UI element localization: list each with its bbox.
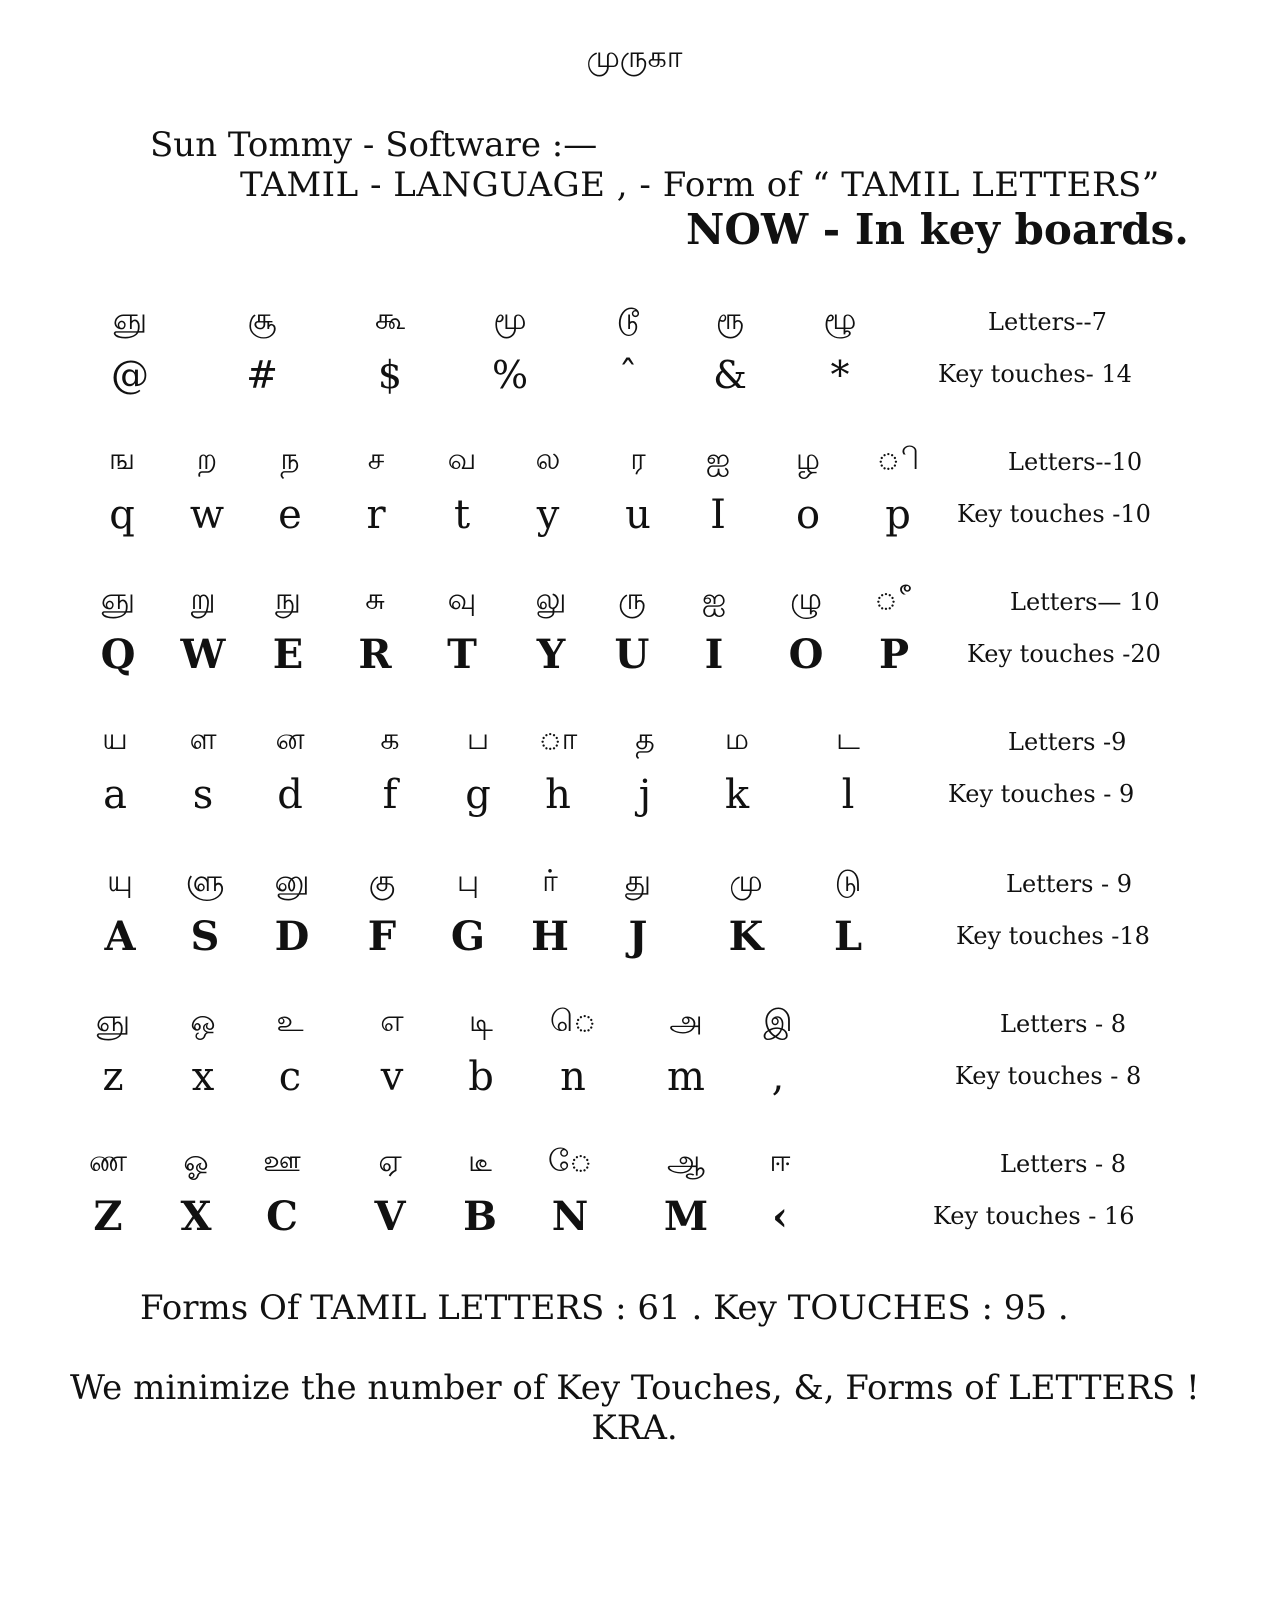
key-character: a: [103, 772, 127, 818]
key-character: h: [545, 772, 571, 818]
tamil-letter: அ: [669, 1004, 703, 1039]
tamil-letter: ஞு: [112, 302, 148, 337]
key-character: c: [278, 1054, 302, 1100]
tamil-letter: எ: [380, 1004, 404, 1039]
key-character: R: [358, 631, 392, 678]
header-line-3: NOW - In key boards.: [686, 205, 1189, 254]
key-character: ‹: [772, 1193, 788, 1240]
key-character: %: [491, 353, 529, 397]
key-character: b: [468, 1054, 494, 1100]
tamil-letter: கு: [368, 864, 396, 899]
key-row: [0, 1002, 1269, 1112]
key-character: $: [377, 353, 403, 397]
key-touches-count: Key touches- 14: [938, 360, 1132, 388]
key-character: Z: [93, 1193, 123, 1240]
letters-count: Letters--7: [988, 308, 1107, 336]
key-character: e: [278, 492, 302, 538]
tamil-letter: ெ: [549, 1004, 597, 1039]
key-character: B: [463, 1193, 497, 1240]
key-character: u: [625, 492, 651, 538]
summary-line: Forms Of TAMIL LETTERS : 61 . Key TOUCHES : 95 .: [140, 1288, 1069, 1328]
key-character: j: [638, 772, 652, 818]
key-touches-count: Key touches -10: [957, 500, 1151, 528]
key-character: q: [109, 492, 135, 538]
tamil-letter: ழ: [795, 442, 821, 477]
key-character: k: [724, 772, 750, 818]
key-character: O: [788, 631, 824, 678]
key-character: Q: [100, 631, 136, 678]
key-character: J: [628, 913, 648, 960]
key-touches-count: Key touches - 16: [933, 1202, 1135, 1230]
key-character: d: [277, 772, 303, 818]
letters-count: Letters— 10: [1010, 588, 1160, 616]
header-line-1: Sun Tommy - Software :—: [150, 125, 598, 165]
tamil-letter: ய: [102, 722, 128, 757]
tamil-letter: ட: [836, 722, 860, 757]
note-line: We minimize the number of Key Touches, &, Forms of LETTERS !: [70, 1368, 1200, 1408]
tamil-letter: ஆ: [667, 1144, 705, 1179]
tamil-letter: ஊ: [263, 1144, 301, 1179]
key-character: w: [189, 492, 225, 538]
key-character: G: [450, 913, 486, 960]
tamil-letter: உ: [276, 1004, 304, 1039]
tamil-letter: சூ: [247, 302, 277, 337]
tamil-letter: மூ: [493, 302, 527, 337]
tamil-letter: இ: [763, 1004, 793, 1039]
tamil-letter: ழு: [789, 582, 823, 617]
key-row: [0, 300, 1269, 410]
key-character: N: [551, 1193, 589, 1240]
signature: KRA.: [591, 1408, 678, 1448]
tamil-letter: ண: [88, 1144, 128, 1179]
key-character: H: [531, 913, 569, 960]
tamil-letter: வு: [447, 582, 477, 617]
letters-count: Letters - 9: [1006, 870, 1133, 898]
key-character: I: [704, 631, 724, 678]
header-line-2: TAMIL - LANGUAGE , - Form of “ TAMIL LETTERS”: [240, 165, 1160, 205]
key-character: D: [274, 913, 310, 960]
tamil-letter: ஞு: [95, 1004, 131, 1039]
key-character: A: [104, 913, 136, 960]
tamil-letter: க: [380, 722, 400, 757]
tamil-letter: யு: [107, 864, 133, 899]
tamil-letter: ஏ: [378, 1144, 402, 1179]
tamil-letter: சு: [365, 582, 385, 617]
tamil-letter: ளு: [185, 864, 225, 899]
key-character: P: [878, 631, 910, 678]
header-top-tamil: முருகா: [586, 40, 683, 75]
key-character: z: [102, 1054, 124, 1100]
tamil-letter: ா: [538, 722, 578, 757]
tamil-letter: ன: [275, 722, 305, 757]
key-character: M: [663, 1193, 709, 1240]
tamil-letter: ஐ: [701, 582, 727, 617]
tamil-letter: டு: [834, 864, 862, 899]
key-character: p: [885, 492, 911, 538]
tamil-letter: ஒ: [190, 1004, 216, 1039]
tamil-letter: ல: [535, 442, 561, 477]
key-character: v: [380, 1054, 404, 1100]
key-character: ˆ: [618, 353, 638, 397]
key-touches-count: Key touches -20: [967, 640, 1161, 668]
tamil-letter: பு: [456, 864, 480, 899]
key-touches-count: Key touches - 9: [948, 780, 1135, 808]
key-character: l: [841, 772, 855, 818]
key-row: [0, 580, 1269, 690]
tamil-letter: து: [624, 864, 651, 899]
key-character: r: [366, 492, 386, 538]
key-character: L: [833, 913, 863, 960]
key-character: *: [830, 353, 850, 397]
key-row: [0, 1142, 1269, 1252]
tamil-letter: ீ: [874, 582, 914, 617]
tamil-letter: டீ: [468, 1144, 492, 1179]
key-character: m: [667, 1054, 705, 1100]
tamil-letter: ரு: [618, 582, 646, 617]
tamil-letter: ற: [196, 442, 218, 477]
key-character: S: [190, 913, 220, 960]
key-character: I: [710, 492, 726, 538]
tamil-letter: ஐ: [705, 442, 731, 477]
key-character: n: [560, 1054, 586, 1100]
key-character: &: [713, 353, 747, 397]
tamil-letter: ர்: [542, 864, 558, 899]
tamil-letter: டூ: [616, 302, 640, 337]
key-character: g: [465, 772, 491, 818]
tamil-letter: டி: [469, 1004, 493, 1039]
tamil-letter: ப: [466, 722, 490, 757]
tamil-letter: ந: [280, 442, 300, 477]
key-row: [0, 440, 1269, 550]
key-character: @: [111, 353, 149, 397]
key-character: s: [192, 772, 214, 818]
key-character: t: [453, 492, 471, 538]
tamil-letter: கூ: [374, 302, 406, 337]
letters-count: Letters--10: [1008, 448, 1143, 476]
key-touches-count: Key touches - 8: [955, 1062, 1142, 1090]
key-character: f: [382, 772, 398, 818]
tamil-letter: னு: [274, 864, 310, 899]
key-character: E: [272, 631, 304, 678]
tamil-letter: வ: [447, 442, 477, 477]
key-character: y: [536, 492, 560, 538]
key-character: W: [180, 631, 226, 678]
tamil-letter: ஓ: [183, 1144, 209, 1179]
tamil-letter: ள: [189, 722, 217, 757]
key-character: #: [246, 353, 278, 397]
key-character: C: [266, 1193, 298, 1240]
key-character: X: [180, 1193, 212, 1240]
key-character: x: [191, 1054, 215, 1100]
tamil-letter: ச: [367, 442, 385, 477]
key-character: U: [614, 631, 650, 678]
tamil-letter: று: [190, 582, 216, 617]
tamil-letter: ஈ: [769, 1144, 791, 1179]
letters-count: Letters - 8: [1000, 1150, 1127, 1178]
letters-count: Letters - 8: [1000, 1010, 1127, 1038]
tamil-letter: ர: [630, 442, 646, 477]
key-character: ,: [771, 1054, 785, 1100]
key-touches-count: Key touches -18: [956, 922, 1150, 950]
tamil-letter: த: [635, 722, 655, 757]
key-character: o: [795, 492, 821, 538]
key-character: K: [728, 913, 764, 960]
key-row: [0, 720, 1269, 830]
letters-count: Letters -9: [1008, 728, 1127, 756]
key-row: [0, 862, 1269, 972]
tamil-letter: ே: [547, 1144, 593, 1179]
tamil-letter: ரூ: [715, 302, 745, 337]
tamil-letter: ி: [876, 442, 920, 477]
key-character: T: [447, 631, 477, 678]
key-character: V: [374, 1193, 406, 1240]
tamil-letter: ழூ: [823, 302, 857, 337]
key-character: Y: [536, 631, 566, 678]
tamil-letter: ங: [108, 442, 136, 477]
key-character: F: [367, 913, 397, 960]
tamil-letter: நு: [275, 582, 301, 617]
tamil-letter: மு: [729, 864, 763, 899]
tamil-letter: ஞு: [100, 582, 136, 617]
tamil-letter: ம: [724, 722, 750, 757]
tamil-letter: லு: [535, 582, 567, 617]
